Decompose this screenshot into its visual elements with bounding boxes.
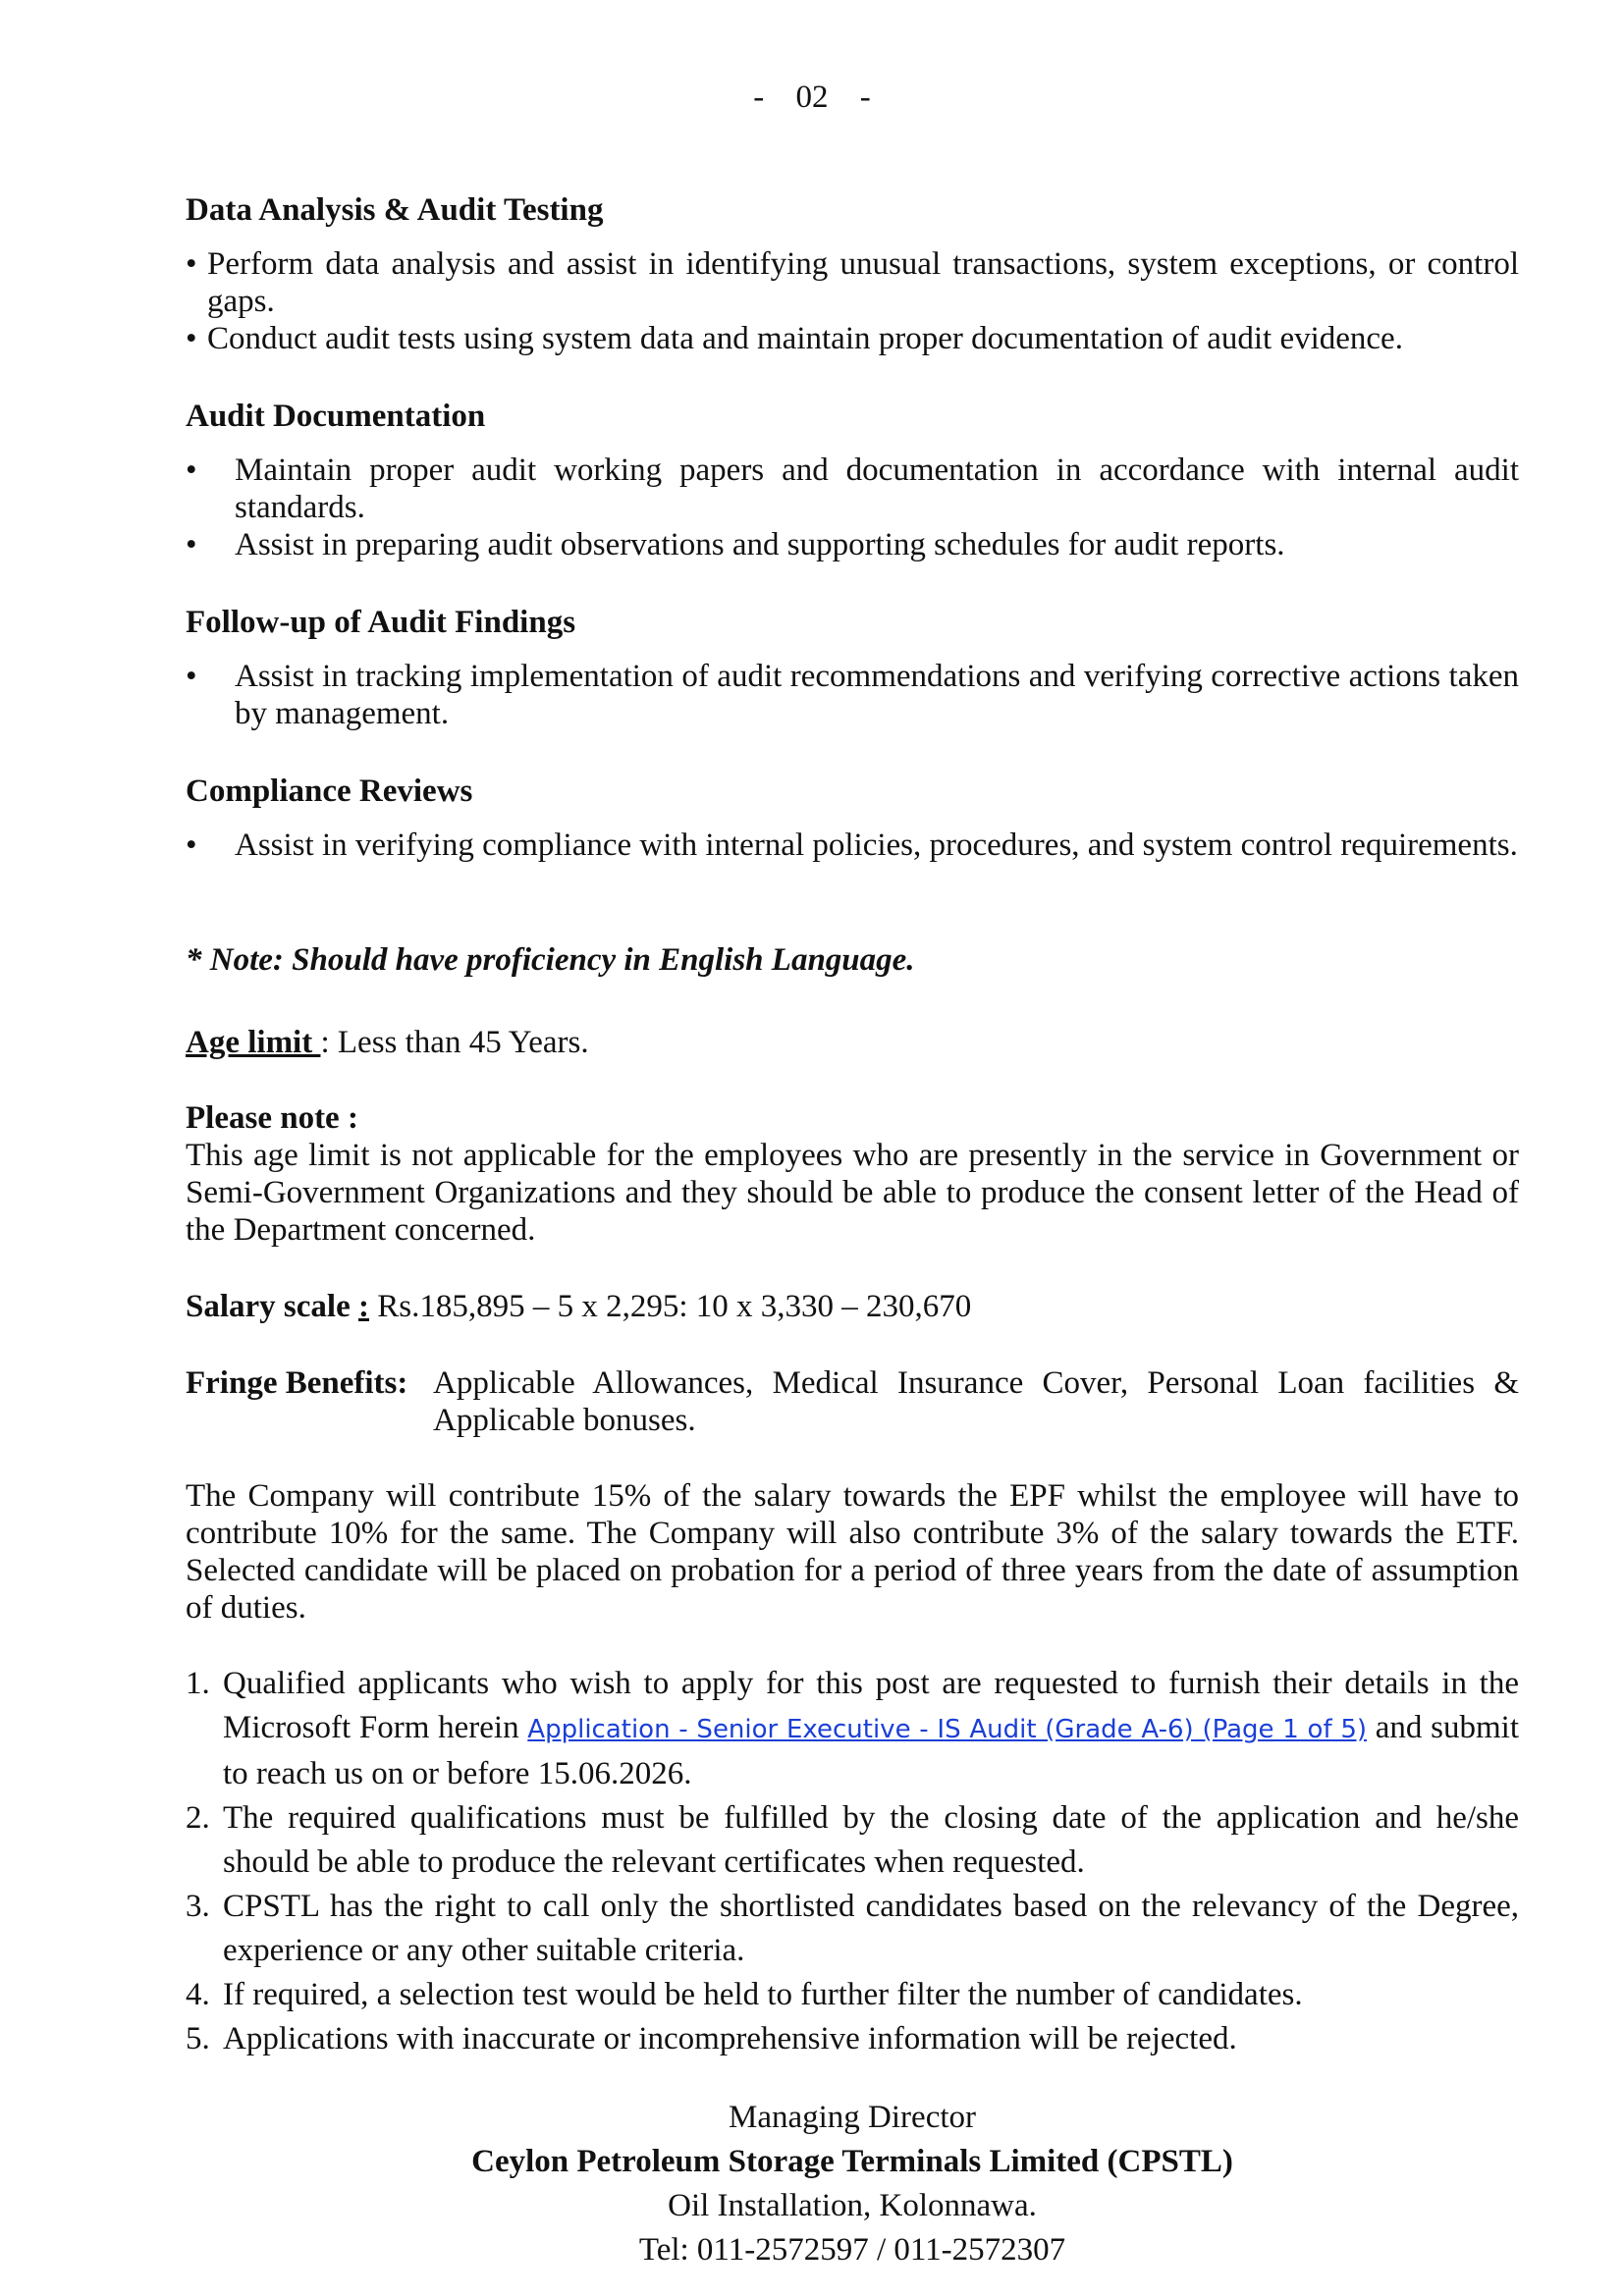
section-audit-documentation	[186, 398, 1519, 563]
salary-label: Salary scale	[186, 1289, 358, 1324]
page-number: - 02 -	[753, 80, 871, 115]
list-item: • Perform data analysis and assist in identifying unusual transactions, system exceptions, or control gaps.	[186, 246, 1519, 319]
please-note-text: This age limit is not applicable for the employees who are presently in the service in Government or Semi-Government Organizations and they should be able to produce the consent letter of the Head of the Department concerned.	[186, 1138, 1519, 1248]
list-item: • Assist in tracking implementation of audit recommendations and verifying corrective actions taken by management.	[186, 659, 1519, 731]
language-note: * Note: Should have proficiency in English Language.	[186, 942, 915, 978]
list-item-text: Maintain proper audit working papers and documentation in accordance with internal audit standards.	[235, 453, 1519, 525]
list-item: 2. The required qualifications must be fulfilled by the closing date of the application and he/she should be able to produce the relevant certificates when requested.	[186, 1800, 1519, 1880]
company-telephone: Tel: 011-2572597 / 011-2572307	[638, 2232, 1066, 2268]
list-item-text: Assist in tracking implementation of audit recommendations and verifying corrective actions taken by management.	[235, 659, 1519, 731]
section-heading: Data Analysis & Audit Testing	[186, 192, 604, 228]
fringe-line-2: Applicable bonuses.	[433, 1403, 696, 1438]
fringe-label: Fringe Benefits:	[186, 1365, 408, 1401]
fringe-benefits	[186, 1364, 1519, 1439]
application-instructions	[186, 1662, 1519, 2061]
application-form-link[interactable]: Application - Senior Executive - IS Audit (Grade A-6) (Page 1 of 5)	[527, 1715, 1368, 1744]
section-follow-up	[186, 604, 1519, 732]
list-item: 4. If required, a selection test would be held to further filter the number of candidates.	[186, 1977, 1303, 2012]
signature-block	[186, 2096, 1519, 2272]
list-item: 5. Applications with inaccurate or incomprehensive information will be rejected.	[186, 2021, 1237, 2056]
section-heading: Compliance Reviews	[186, 774, 473, 809]
list-item: 1. Qualified applicants who wish to apply for this post are requested to furnish their details in the Microsoft Form herein Application - Senior Executive - IS Audit (Grade A-6) (Page 1 of 5) and submit to reach us on or before 15.06.2026.	[186, 1666, 1519, 1791]
list-item-text: Assist in preparing audit observations and supporting schedules for audit reports.	[235, 527, 1285, 562]
list-item: 3. CPSTL has the right to call only the shortlisted candidates based on the relevancy of the Degree, experience or any other suitable criteria.	[186, 1889, 1519, 1968]
company-address: Oil Installation, Kolonnawa.	[668, 2188, 1037, 2223]
please-note-heading: Please note :	[186, 1100, 358, 1136]
age-limit-value: : Less than 45 Years.	[320, 1025, 589, 1060]
epf-paragraph: The Company will contribute 15% of the salary towards the EPF whilst the employee will have to contribute 10% for the same. The Company will also contribute 3% of the salary towards the ETF. Selected candidate will be placed on probation for a period of three years from the date of assumption of duties.	[186, 1478, 1519, 1626]
signatory-title: Managing Director	[729, 2100, 976, 2135]
fringe-line-1: Applicable Allowances, Medical Insurance Cover, Personal Loan facilities &	[433, 1365, 1519, 1401]
section-data-analysis	[186, 191, 1519, 357]
list-item: • Assist in preparing audit observations and supporting schedules for audit reports.	[186, 526, 1519, 563]
please-note	[186, 1099, 1519, 1249]
section-heading: Audit Documentation	[186, 399, 486, 434]
list-item-text: Conduct audit tests using system data and maintain proper documentation of audit evidence.	[207, 321, 1403, 356]
section-compliance-reviews	[186, 773, 1519, 864]
list-item-text: Assist in verifying compliance with internal policies, procedures, and system control requirements.	[235, 828, 1518, 863]
section-heading: Follow-up of Audit Findings	[186, 605, 576, 640]
list-item: • Maintain proper audit working papers and documentation in accordance with internal audit standards.	[186, 453, 1519, 525]
list-item: • Assist in verifying compliance with internal policies, procedures, and system control requirements.	[186, 828, 1518, 863]
company-name: Ceylon Petroleum Storage Terminals Limited (CPSTL)	[471, 2144, 1233, 2179]
list-item-text: Perform data analysis and assist in identifying unusual transactions, system exceptions, or control gaps.	[207, 246, 1519, 319]
age-limit	[186, 1024, 1519, 1061]
salary-value: Rs.185,895 – 5 x 2,295: 10 x 3,330 – 230,670	[368, 1289, 972, 1324]
salary-scale: Salary scale : Rs.185,895 – 5 x 2,295: 10 x 3,330 – 230,670	[186, 1289, 972, 1324]
list-item: • Conduct audit tests using system data and maintain proper documentation of audit evidence.	[186, 320, 1519, 357]
age-limit-label: Age limit	[186, 1025, 321, 1060]
